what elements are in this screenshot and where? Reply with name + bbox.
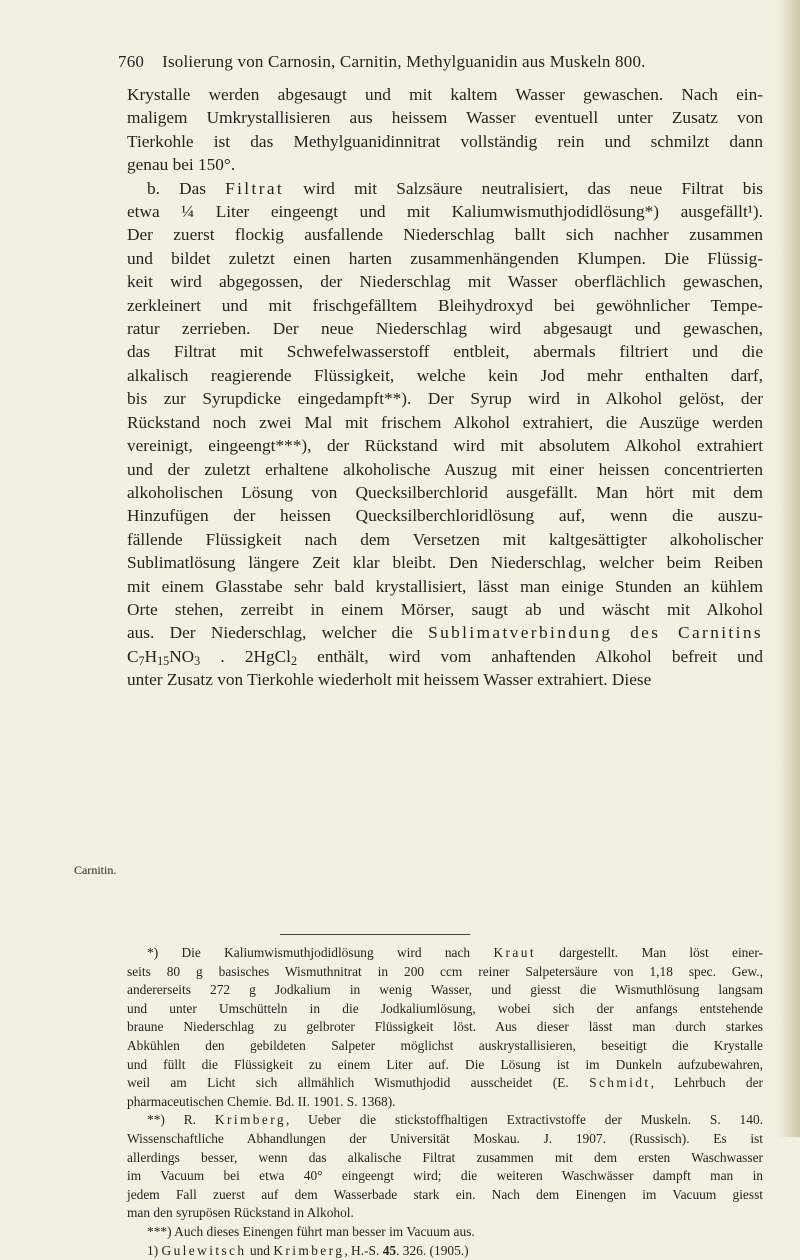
footnote-line: 1) Gulewitsch und Krimberg, H.-S. 45. 326. (1905.) [127,1242,763,1260]
body-line: Hinzufügen der heissen Quecksilberchloridlösung auf, wenn die auszu- [127,504,763,527]
body-line: unter Zusatz von Tierkohle wiederholt mit heissem Wasser extrahiert. Diese [127,668,763,691]
footnote-line: jedem Fall zuerst auf dem Wasserbade stark ein. Nach dem Einengen im Vacuum giesst [127,1186,763,1205]
body-line: Krystalle werden abgesaugt und mit kaltem Wasser gewaschen. Nach ein- [127,83,763,106]
body-line: etwa ¼ Liter eingeengt und mit Kaliumwismuthjodidlösung*) ausgefällt¹). [127,200,763,223]
running-header [118,52,758,72]
body-line: mit einem Glasstabe sehr bald krystallisiert, lässt man einige Stunden an kühlem [127,575,763,598]
footnote-line: man den syrupösen Rückstand in Alkohol. [127,1204,763,1223]
body-line: aus. Der Niederschlag, welcher die Sublimatverbindung des Carnitins [127,621,763,644]
body-line: keit wird abgegossen, der Niederschlag mit Wasser oberflächlich gewaschen, [127,270,763,293]
footnote-line: pharmaceutischen Chemie. Bd. II. 1901. S. 1368). [127,1093,763,1112]
footnote-line: braune Niederschlag zu gelbroter Flüssigkeit löst. Aus dieser lässt man durch starkes [127,1018,763,1037]
footnote-line: ***) Auch dieses Einengen führt man besser im Vacuum aus. [127,1223,763,1242]
body-line: bis zur Syrupdicke eingedampft**). Der Syrup wird in Alkohol gelöst, der [127,387,763,410]
body-line: und bildet zuletzt einen harten zusammenhängenden Klumpen. Die Flüssig- [127,247,763,270]
body-line: zerkleinert und mit frischgefälltem Bleihydroxyd bei gewöhnlicher Tempe- [127,294,763,317]
footnote-rule [280,934,470,935]
body-line: vereinigt, eingeengt***), der Rückstand wird mit absolutem Alkohol extrahiert [127,434,763,457]
running-title: Isolierung von Carnosin, Carnitin, Methylguanidin aus Muskeln 800. [162,52,646,71]
body-line-formula: $C_7H_{15}NO_3$ . 2HgCl$_2$ enthält, wird vom anhaftenden Alkohol befreit und [127,645,763,668]
body-line: ratur zerrieben. Der neue Niederschlag wird abgesaugt und gewaschen, [127,317,763,340]
body-line: Rückstand noch zwei Mal mit frischem Alkohol extrahiert, die Auszüge werden [127,411,763,434]
main-text [127,83,763,692]
footnote-line: *) Die Kaliumwismuthjodidlösung wird nach Kraut dargestellt. Man löst einer- [127,944,763,963]
body-line: alkalisch reagierende Flüssigkeit, welche kein Jod mehr enthalten darf, [127,364,763,387]
footnote-line: und unter Umschütteln in die Jodkaliumlösung, wobei sich der anfangs entstehende [127,1000,763,1019]
footnote-line: im Vacuum bei etwa 40° eingeengt wird; die weiteren Waschwässer dampft man in [127,1167,763,1186]
spaced-term: Sublimatverbindung des Carnitins [428,623,763,642]
footnote-line: andererseits 272 g Jodkalium in wenig Wasser, und giesst die Wismuthlösung langsam [127,981,763,1000]
body-line: Sublimatlösung längere Zeit klar bleibt. Den Niederschlag, welcher beim Reiben [127,551,763,574]
page-edge-shadow [778,0,800,1137]
footnote-line: weil am Licht sich allmählich Wismuthjodid ausscheidet (E. Schmidt, Lehrbuch der [127,1074,763,1093]
spaced-term: Filtrat [225,179,284,198]
footnote-line: und füllt die Flüssigkeit zu einem Liter auf. Die Lösung ist im Dunkeln aufzubewahren, [127,1056,763,1075]
body-line: genau bei 150°. [127,153,763,176]
body-line: maligem Umkrystallisieren aus heissem Wasser eventuell unter Zusatz von [127,106,763,129]
body-line: Tierkohle ist das Methylguanidinnitrat vollständig rein und schmilzt dann [127,130,763,153]
body-line: fällende Flüssigkeit nach dem Versetzen mit kaltgesättigter alkoholischer [127,528,763,551]
footnote-line: Abkühlen den gebildeten Salpeter möglichst auskrystallisieren, beseitigt die Krystalle [127,1037,763,1056]
body-line: und der zuletzt erhaltene alkoholische Auszug mit einer heissen concentrierten [127,458,763,481]
page-number: 760 [118,52,144,71]
body-line: das Filtrat mit Schwefelwasserstoff entbleit, abermals filtriert und die [127,340,763,363]
footnote-line: seits 80 g basisches Wismuthnitrat in 200 ccm reiner Salpetersäure von 1,18 spec. Gew., [127,963,763,982]
body-line: alkoholischen Lösung von Quecksilberchlorid ausgefällt. Man hört mit dem [127,481,763,504]
body-line: Der zuerst flockig ausfallende Niederschlag ballt sich nachher zusammen [127,223,763,246]
body-line: Orte stehen, zerreibt in einem Mörser, saugt ab und wäscht mit Alkohol [127,598,763,621]
footnote-line: Wissenschaftliche Abhandlungen der Universität Moskau. J. 1907. (Russisch). Es ist [127,1130,763,1149]
body-line: b. Das Filtrat wird mit Salzsäure neutralisiert, das neue Filtrat bis [127,177,763,200]
footnote-line: allerdings besser, wenn das alkalische Filtrat zusammen mit dem ersten Waschwasser [127,1149,763,1168]
margin-label: Carnitin. [74,863,116,878]
chemical-formula: $C_7H_{15}NO_3$ . 2HgCl$_2$ [127,647,297,666]
footnote-line: **) R. Krimberg, Ueber die stickstoffhaltigen Extractivstoffe der Muskeln. S. 140. [127,1111,763,1130]
footnotes [127,944,763,1260]
